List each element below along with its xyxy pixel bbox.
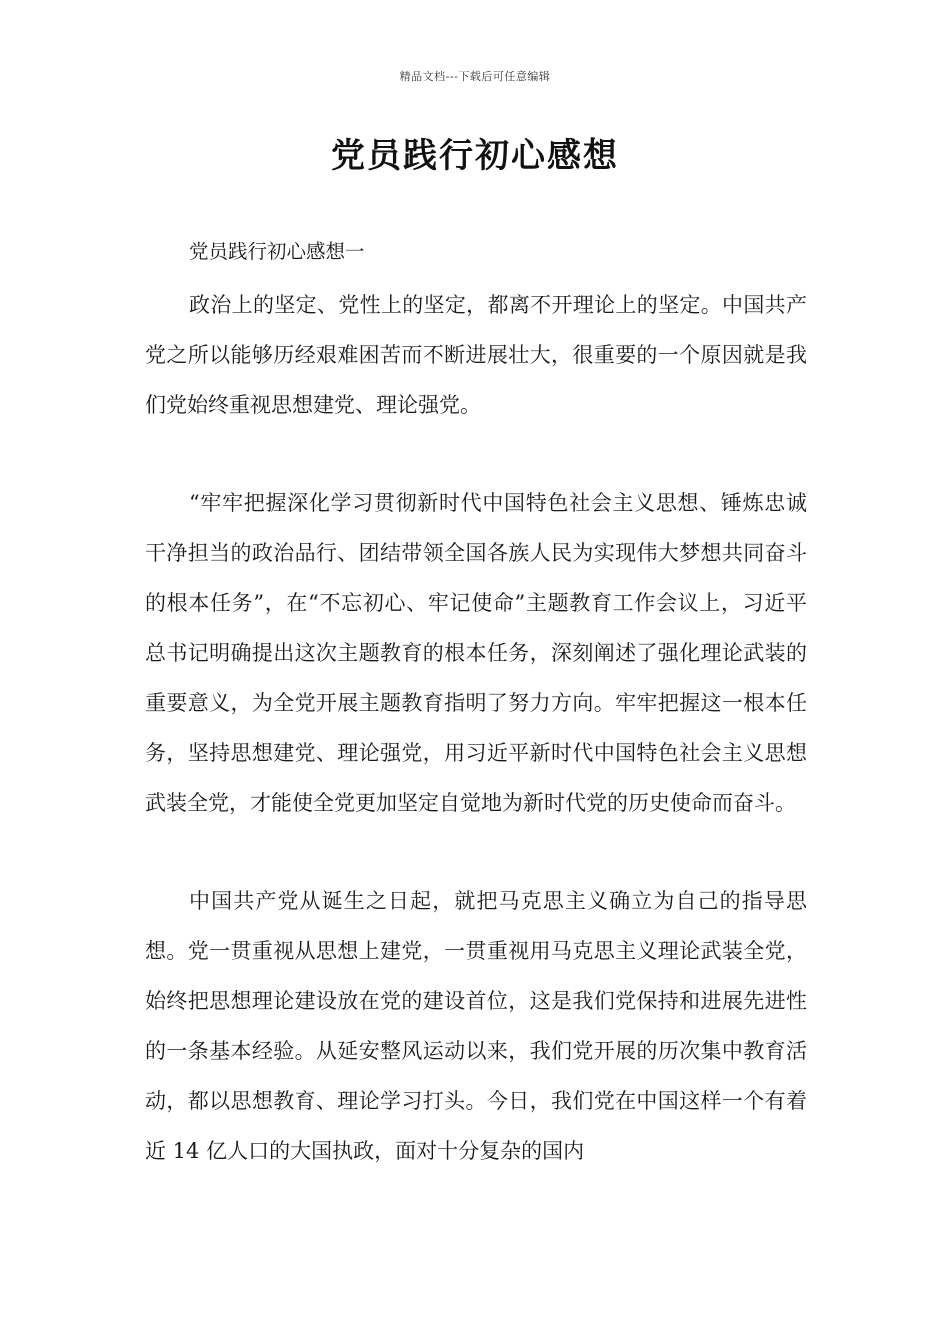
paragraph-gap [145,430,807,478]
document-title: 党员践行初心感想 [331,136,619,176]
paragraph-gap [145,828,807,876]
document-body [145,230,807,1176]
header-note: 精品文档---下载后可任意编辑 [399,70,551,83]
section-subheading: 党员践行初心感想一 [189,240,365,263]
paragraph-2: “牢牢把握深化学习贯彻新时代中国特色社会主义思想、锤炼忠诚干净担当的政治品行、团结带领全国各族人民为实现伟大梦想共同奋斗的根本任务”，在“不忘初心、牢记使命”主题教育工作会议上，习近平总书记明确提出这次主题教育的根本任务，深刻阐述了强化理论武装的重要意义，为全党开展主题教育指明了努力方向。牢牢把握这一根本任务，坚持思想建党、理论强党，用习近平新时代中国特色社会主义思想武装全党，才能使全党更加坚定自觉地为新时代党的历史使命而奋斗。 [145,491,807,815]
paragraph-3: 中国共产党从诞生之日起，就把马克思主义确立为自己的指导思想。党一贯重视从思想上建党，一贯重视用马克思主义理论武装全党，始终把思想理论建设放在党的建设首位，这是我们党保持和进展先进性的一条基本经验。从延安整风运动以来，我们党开展的历次集中教育活动，都以思想教育、理论学习打头。今日，我们党在中国这样一个有着近 14 亿人口的大国执政，面对十分复杂的国内 [145,889,807,1163]
paragraph-1: 政治上的坚定、党性上的坚定，都离不开理论上的坚定。中国共产党之所以能够历经艰难困苦而不断进展壮大，很重要的一个原因就是我们党始终重视思想建党、理论强党。 [145,293,807,417]
